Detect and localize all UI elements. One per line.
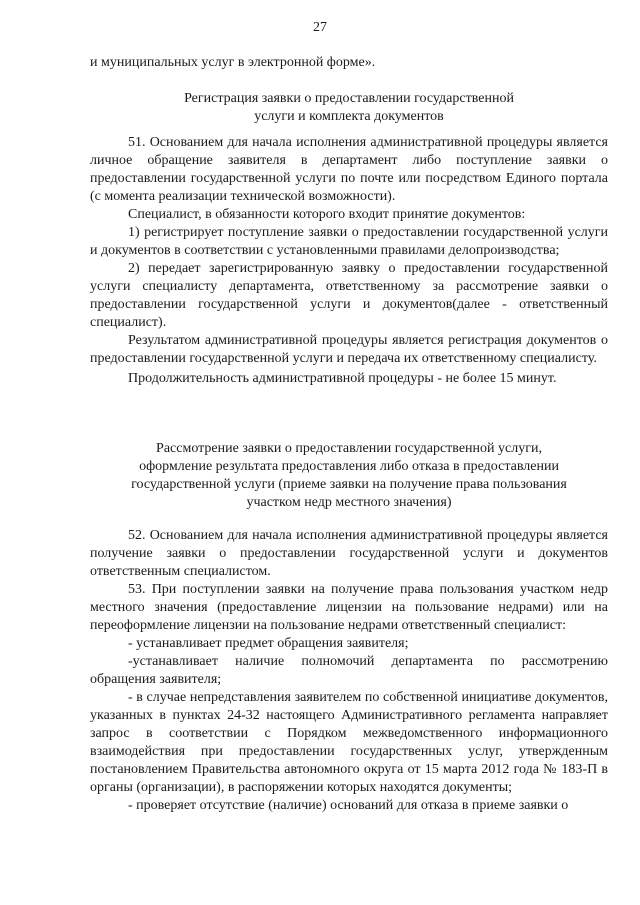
intro-text: и муниципальных услуг в электронной форме». bbox=[90, 55, 376, 70]
section2-heading bbox=[90, 440, 608, 512]
section1-heading-line1: Регистрация заявки о предоставлении государственной bbox=[184, 91, 514, 106]
page-number: 27 bbox=[313, 20, 327, 35]
list-item-1: 1) регистрирует поступление заявки о предоставлении государственной услуги и документов в соответствии с установленными правилами делопроизводства; bbox=[90, 225, 608, 258]
bullet-2: -устанавливает наличие полномочий департамента по рассмотрению обращения заявителя; bbox=[90, 654, 608, 687]
section1-body bbox=[90, 134, 608, 388]
paragraph-51: 51. Основанием для начала исполнения административной процедуры является личное обращение заявителя в департамент либо поступление заявки о предоставлении государственной услуги по почте или посредством Единого портала (с момента реализации технической возможности). bbox=[90, 135, 608, 204]
specialist-intro: Специалист, в обязанности которого входит принятие документов: bbox=[128, 207, 526, 222]
duration-paragraph: Продолжительность административной процедуры - не более 15 минут. bbox=[128, 371, 557, 386]
result-paragraph: Результатом административной процедуры является регистрация документов о предоставлении государственной услуги и передача их ответственному специалисту. bbox=[90, 333, 608, 366]
section2-heading-line3: государственной услуги (приеме заявки на получение права пользования bbox=[131, 477, 567, 492]
bullet-4: - проверяет отсутствие (наличие) оснований для отказа в приеме заявки о bbox=[128, 798, 569, 813]
section2-heading-line1: Рассмотрение заявки о предоставлении государственной услуги, bbox=[156, 441, 542, 456]
list-item-2: 2) передает зарегистрированную заявку о предоставлении государственной услуги специалисту департамента, ответственному за рассмотрение заявки о предоставлении государственной услуги и документов(далее - ответственный специалист). bbox=[90, 261, 608, 330]
section2-heading-line4: участком недр местного значения) bbox=[246, 495, 452, 510]
section1-heading bbox=[90, 90, 608, 126]
bullet-1: - устанавливает предмет обращения заявителя; bbox=[128, 636, 409, 651]
section1-heading-line2: услуги и комплекта документов bbox=[254, 109, 444, 124]
intro-line bbox=[90, 54, 608, 72]
section2-heading-line2: оформление результата предоставления либо отказа в предоставлении bbox=[139, 459, 559, 474]
bullet-3: - в случае непредставления заявителем по собственной инициативе документов, указанных в пунктах 24-32 настоящего Административного регламента направляет запрос в соответствии с Порядком межведомственного информационного взаимодействия при предоставлении государственных услуг, утвержденным постановлением Правительства автономного округа от 15 марта 2012 года № 183-П в органы (организации), в распоряжении которых находятся документы; bbox=[90, 690, 608, 795]
section2-body bbox=[90, 527, 608, 815]
paragraph-53: 53. При поступлении заявки на получение права пользования участком недр местного значения (предоставление лицензии на пользование недрами) или на переоформление лицензии на пользование недрами ответственный специалист: bbox=[90, 582, 608, 633]
paragraph-52: 52. Основанием для начала исполнения административной процедуры является получение заявки о предоставлении государственной услуги и документов ответственным специалистом. bbox=[90, 528, 608, 579]
